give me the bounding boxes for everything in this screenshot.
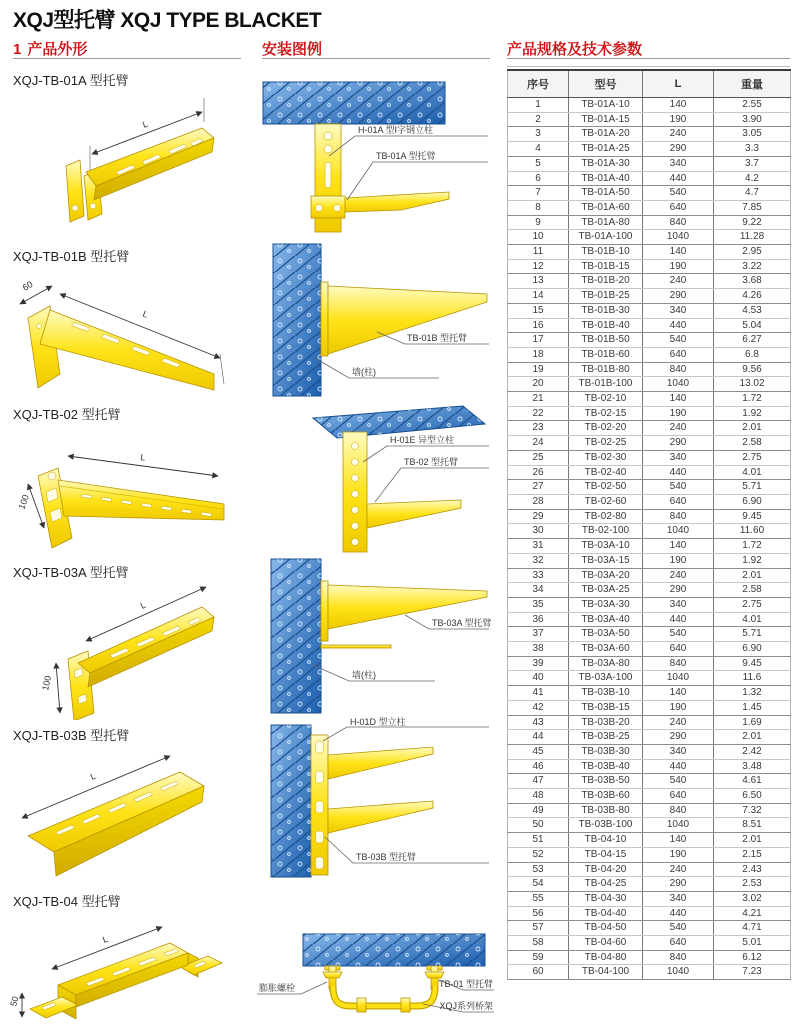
table-row: 36 TB-03A-40 440 4.01 [508,612,791,627]
diagram-install-tb-03a [255,555,495,717]
install-label-column: H-01E 异型立柱 [390,435,455,445]
spec-table [507,69,791,980]
table-row: 11 TB-01B-10 140 2.95 [508,245,791,260]
table-row: 44 TB-03B-25 290 2.01 [508,730,791,745]
table-row: 23 TB-02-20 240 2.01 [508,421,791,436]
table-row: 19 TB-01B-80 840 9.56 [508,362,791,377]
spec-table-wrap [507,66,790,980]
section-header-product-shape [13,38,241,59]
table-row: 60 TB-04-100 1040 7.23 [508,965,791,980]
spec-table-body [508,98,791,980]
table-row: 58 TB-04-60 640 5.01 [508,936,791,951]
product-name-tb-01b: XQJ-TB-01B 型托臂 [13,249,130,264]
table-row: 50 TB-03B-100 1040 8.51 [508,818,791,833]
diagram-product-tb-04 [8,905,243,1030]
section-label: 安装图例 [262,41,323,58]
table-row: 2 TB-01A-15 190 3.90 [508,112,791,127]
table-row: 42 TB-03B-15 190 1.45 [508,700,791,715]
table-row: 51 TB-04-10 140 2.01 [508,833,791,848]
table-row: 49 TB-03B-80 840 7.32 [508,803,791,818]
table-row: 45 TB-03B-30 340 2.42 [508,744,791,759]
product-name-tb-02: XQJ-TB-02 型托臂 [13,407,121,422]
spec-table-header-row [508,70,791,98]
section-number: 1 [13,41,22,58]
table-row: 55 TB-04-30 340 3.02 [508,891,791,906]
table-row: 54 TB-04-25 290 2.53 [508,877,791,892]
table-row: 20 TB-01B-100 1040 13.02 [508,377,791,392]
diagram-install-tb-02 [255,398,495,558]
section-header-install-examples [262,38,490,59]
install-label-tray: XQJ系列桥架 [439,1001,493,1011]
table-row: 40 TB-03A-100 1040 11.6 [508,671,791,686]
diagram-product-tb-03b [8,740,243,885]
dim-label-L: L [101,933,110,945]
table-row: 39 TB-03A-80 840 9.45 [508,656,791,671]
dim-label-L: L [139,452,147,463]
table-row: 10 TB-01A-100 1040 11.28 [508,230,791,245]
table-row: 24 TB-02-25 290 2.58 [508,436,791,451]
diagram-install-tb-01a [255,78,495,235]
table-row: 1 TB-01A-10 140 2.55 [508,98,791,113]
table-row: 21 TB-02-10 140 1.72 [508,392,791,407]
table-row: 22 TB-02-15 190 1.92 [508,406,791,421]
section-label: 产品规格及技术参数 [507,41,643,58]
dim-label-L: L [141,118,150,130]
table-row: 7 TB-01A-50 540 4.7 [508,186,791,201]
install-label-column: H-01D 型立柱 [350,717,406,727]
table-row: 31 TB-03A-10 140 1.72 [508,539,791,554]
diagram-install-tb-03b [255,715,495,885]
table-row: 6 TB-01A-40 440 4.2 [508,171,791,186]
table-row: 57 TB-04-50 540 4.71 [508,921,791,936]
table-row: 41 TB-03B-10 140 1.32 [508,686,791,701]
table-row: 52 TB-04-15 190 2.15 [508,847,791,862]
col-header-model: 型号 [569,70,643,98]
table-row: 18 TB-01B-60 640 6.8 [508,347,791,362]
diagram-product-tb-02 [8,416,243,558]
install-label-column: H-01A 型I字钢立柱 [358,125,434,135]
install-label-bracket: TB-01A 型托臂 [376,151,436,161]
table-row: 28 TB-02-60 640 6.90 [508,494,791,509]
product-name-tb-03b: XQJ-TB-03B 型托臂 [13,728,130,743]
install-label-bracket: TB-03A 型托臂 [432,618,492,628]
table-row: 34 TB-03A-25 290 2.58 [508,583,791,598]
table-row: 17 TB-01B-50 540 6.27 [508,333,791,348]
dim-label-50: 50 [8,995,21,1008]
table-row: 14 TB-01B-25 290 4.26 [508,289,791,304]
diagram-product-tb-01a [8,88,243,236]
table-row: 9 TB-01A-80 840 9.22 [508,215,791,230]
product-name-tb-01a: XQJ-TB-01A 型托臂 [13,73,129,88]
col-header-length: L [643,70,714,98]
install-label-bracket: TB-03B 型托臂 [356,852,417,862]
table-row: 15 TB-01B-30 340 4.53 [508,303,791,318]
page-title: XQJ型托臂 XQJ TYPE BLACKET [13,9,322,32]
dim-label-60: 60 [20,279,35,293]
table-row: 46 TB-03B-40 440 3.48 [508,759,791,774]
table-row: 59 TB-04-80 840 6.12 [508,950,791,965]
table-row: 26 TB-02-40 440 4.01 [508,465,791,480]
table-row: 4 TB-01A-25 290 3.3 [508,142,791,157]
table-row: 48 TB-03B-60 640 6.50 [508,789,791,804]
install-label-bolt: 膨胀螺栓 [259,983,296,993]
dim-label-100: 100 [40,674,54,692]
table-row: 37 TB-03A-50 540 5.71 [508,627,791,642]
diagram-install-tb-01b [255,240,495,400]
table-row: 53 TB-04-20 240 2.43 [508,862,791,877]
col-header-weight: 重量 [714,70,791,98]
product-name-tb-03a: XQJ-TB-03A 型托臂 [13,565,129,580]
table-row: 3 TB-01A-20 240 3.05 [508,127,791,142]
diagram-product-tb-03a [10,575,240,720]
table-row: 47 TB-03B-50 540 4.61 [508,774,791,789]
install-label-bracket: TB-02 型托臂 [404,457,459,467]
table-row: 16 TB-01B-40 440 5.04 [508,318,791,333]
dim-label-L: L [141,308,150,320]
install-label-wall: 墙(柱) [352,367,376,377]
install-label-wall: 墙(柱) [352,670,376,680]
table-row: 13 TB-01B-20 240 3.68 [508,274,791,289]
table-row: 29 TB-02-80 840 9.45 [508,509,791,524]
diagram-product-tb-01b [8,254,243,402]
section-header-specs [507,38,790,59]
table-row: 5 TB-01A-30 340 3.7 [508,156,791,171]
diagram-install-tb-04 [253,928,498,1024]
dim-label-100: 100 [16,493,32,511]
table-row: 32 TB-03A-15 190 1.92 [508,553,791,568]
table-row: 33 TB-03A-20 240 2.01 [508,568,791,583]
table-row: 27 TB-02-50 540 5.71 [508,480,791,495]
table-row: 25 TB-02-30 340 2.75 [508,450,791,465]
product-name-tb-04: XQJ-TB-04 型托臂 [13,894,121,909]
table-row: 56 TB-04-40 440 4.21 [508,906,791,921]
dim-label-L: L [88,770,98,782]
install-label-bracket: TB-01 型托臂 [438,979,493,989]
table-row: 43 TB-03B-20 240 1.69 [508,715,791,730]
table-row: 8 TB-01A-60 640 7.85 [508,200,791,215]
table-row: 38 TB-03A-60 640 6.90 [508,642,791,657]
dim-label-L: L [138,599,148,611]
table-row: 30 TB-02-100 1040 11.60 [508,524,791,539]
table-row: 35 TB-03A-30 340 2.75 [508,597,791,612]
col-header-index: 序号 [508,70,569,98]
install-label-bracket: TB-01B 型托臂 [407,333,468,343]
section-label: 产品外形 [27,41,88,58]
table-row: 12 TB-01B-15 190 3.22 [508,259,791,274]
